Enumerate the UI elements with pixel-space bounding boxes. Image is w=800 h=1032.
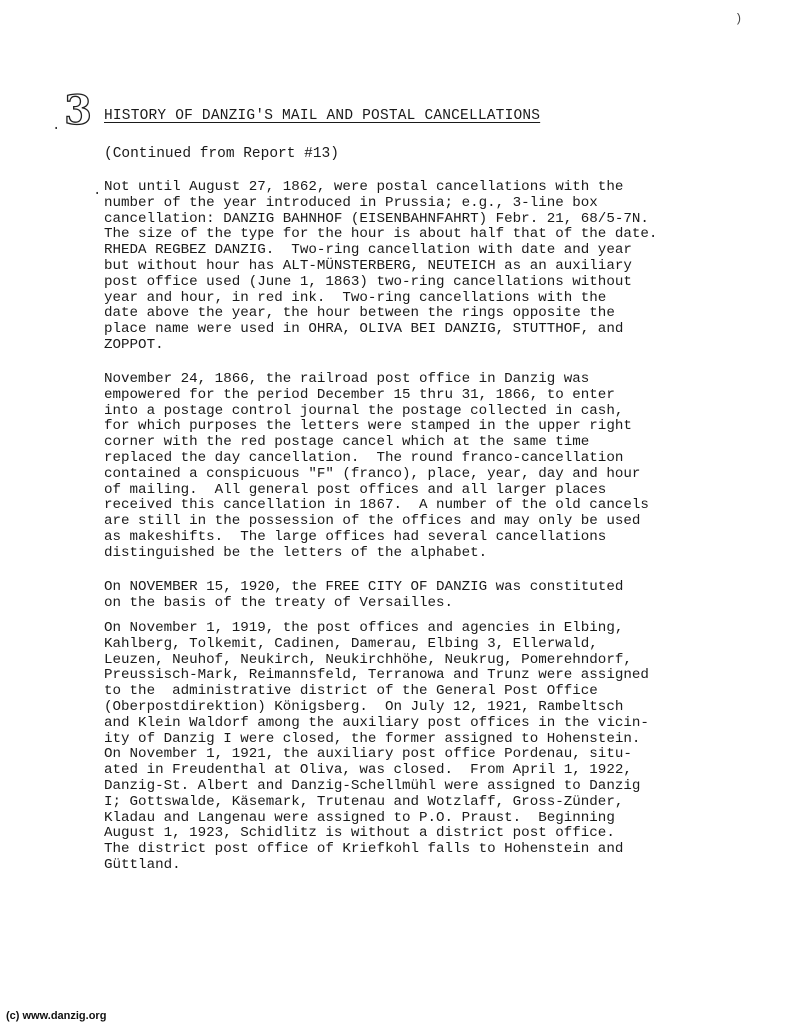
text-line: replaced the day cancellation. The round franco-cancellation	[104, 449, 624, 466]
paragraph-1	[104, 180, 764, 354]
page-corner-mark: )	[735, 12, 743, 26]
paragraph-2	[104, 372, 764, 562]
text-line: The size of the type for the hour is about half that of the date.	[104, 226, 658, 243]
margin-dot: .	[52, 118, 61, 134]
text-line: (Oberpostdirektion) Königsberg. On July 12, 1921, Rambeltsch	[104, 698, 624, 715]
text-line: Kladau and Langenau were assigned to P.O. Praust. Beginning	[104, 809, 615, 826]
text-line: to the administrative district of the General Post Office	[104, 683, 598, 700]
margin-dot: ·	[93, 186, 102, 202]
text-line: distinguished be the letters of the alphabet.	[104, 544, 488, 561]
text-line: as makeshifts. The large offices had several cancellations	[104, 528, 607, 545]
text-line: corner with the red postage cancel which at the same time	[104, 434, 590, 451]
text-line: into a postage control journal the postage collected in cash,	[104, 402, 624, 419]
text-line: Danzig-St. Albert and Danzig-Schellmühl were assigned to Danzig	[104, 777, 641, 794]
text-line: On NOVEMBER 15, 1920, the FREE CITY OF DANZIG was constituted	[104, 579, 624, 595]
text-line: Güttland.	[104, 856, 181, 873]
section-number	[58, 88, 98, 132]
text-line: RHEDA REGBEZ DANZIG. Two-ring cancellation with date and year	[104, 242, 632, 259]
text-line: post office used (June 1, 1863) two-ring cancellations without	[104, 273, 632, 290]
text-line: contained a conspicuous "F" (franco), place, year, day and hour	[104, 465, 641, 482]
text-line: place name were used in OHRA, OLIVA BEI DANZIG, STUTTHOF, and	[104, 321, 624, 338]
text-line: Leuzen, Neuhof, Neukirch, Neukirchhöhe, Neukrug, Pomerehndorf,	[104, 651, 632, 668]
text-line: Not until August 27, 1862, were postal cancellations with the	[104, 179, 624, 195]
text-line: but without hour has ALT-MÜNSTERBERG, NEUTEICH as an auxiliary	[104, 257, 632, 274]
text-line: The district post office of Kriefkohl falls to Hohenstein and	[104, 841, 624, 858]
copyright-footer: (c) www.danzig.org	[6, 1010, 107, 1022]
text-line: year and hour, in red ink. Two-ring cancellations with the	[104, 289, 607, 306]
text-line: on the basis of the treaty of Versailles.	[104, 594, 454, 611]
text-line: of mailing. All general post offices and all larger places	[104, 481, 607, 498]
text-line: received this cancellation in 1867. A number of the old cancels	[104, 497, 649, 514]
text-line: Kahlberg, Tolkemit, Cadinen, Damerau, Elbing 3, Ellerwald,	[104, 635, 598, 652]
text-line: are still in the possession of the offices and may only be used	[104, 513, 641, 530]
paragraph-3	[104, 580, 764, 612]
text-line: empowered for the period December 15 thru 31, 1866, to enter	[104, 386, 615, 403]
text-line: ity of Danzig I were closed, the former assigned to Hohenstein.	[104, 730, 641, 747]
svg-text:3: 3	[64, 88, 92, 132]
text-line: I; Gottswalde, Käsemark, Trutenau and Wotzlaff, Gross-Zünder,	[104, 793, 624, 810]
document-subtitle: (Continued from Report #13)	[104, 146, 339, 162]
text-line: Preussisch-Mark, Reimannsfeld, Terranowa and Trunz were assigned	[104, 667, 649, 684]
text-line: On November 1, 1919, the post offices and agencies in Elbing,	[104, 620, 624, 636]
text-line: date above the year, the hour between the rings opposite the	[104, 305, 615, 322]
paragraph-4	[104, 621, 764, 874]
text-line: August 1, 1923, Schidlitz is without a district post office.	[104, 825, 615, 842]
text-line: ated in Freudenthal at Oliva, was closed. From April 1, 1922,	[104, 762, 632, 779]
text-line: for which purposes the letters were stamped in the upper right	[104, 418, 632, 435]
text-line: ZOPPOT.	[104, 336, 164, 353]
document-title: HISTORY OF DANZIG'S MAIL AND POSTAL CANCELLATIONS	[104, 108, 541, 124]
text-line: On November 1, 1921, the auxiliary post office Pordenau, situ-	[104, 746, 632, 763]
text-line: November 24, 1866, the railroad post office in Danzig was	[104, 371, 590, 387]
text-line: and Klein Waldorf among the auxiliary post offices in the vicin-	[104, 714, 649, 731]
text-line: number of the year introduced in Prussia; e.g., 3-line box	[104, 194, 598, 211]
text-line: cancellation: DANZIG BAHNHOF (EISENBAHNFAHRT) Febr. 21, 68/5-7N.	[104, 210, 649, 227]
